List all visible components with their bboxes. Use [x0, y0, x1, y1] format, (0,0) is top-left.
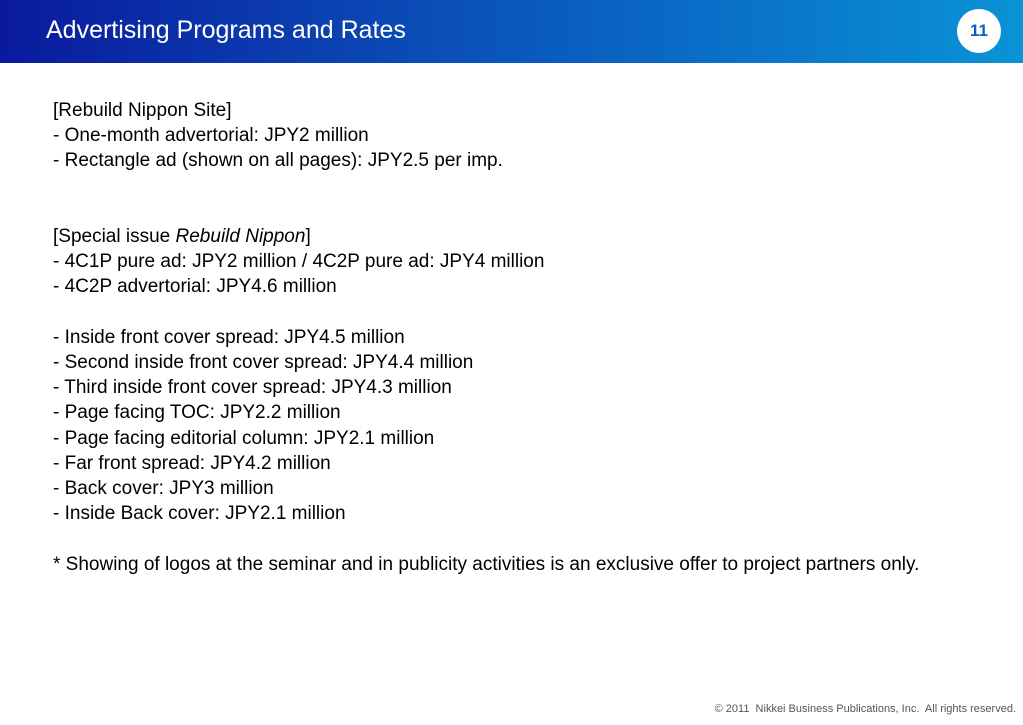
placement-item: - Page facing TOC: JPY2.2 million	[53, 402, 341, 424]
slide-body	[53, 98, 983, 577]
placement-item: - Third inside front cover spread: JPY4.3 million	[53, 377, 452, 399]
site-section-heading: [Rebuild Nippon Site]	[53, 100, 232, 121]
placement-item: - Second inside front cover spread: JPY4.4 million	[53, 352, 474, 373]
special-heading-suffix: ]	[305, 226, 311, 247]
special-section-item: - 4C1P pure ad: JPY2 million / 4C2P pure ad: JPY4 million	[53, 251, 545, 273]
special-heading-title: Rebuild Nippon	[175, 226, 306, 247]
placement-item: - Far front spread: JPY4.2 million	[53, 452, 331, 474]
copyright-footer: © 2011 Nikkei Business Publications, Inc. All rights reserved.	[714, 703, 1016, 715]
site-section-item: - One-month advertorial: JPY2 million	[53, 125, 369, 147]
placement-item: - Back cover: JPY3 million	[53, 478, 274, 500]
spacer	[53, 174, 983, 224]
special-section-item: - 4C2P advertorial: JPY4.6 million	[53, 276, 337, 298]
spacer	[53, 300, 983, 325]
special-section-heading	[53, 224, 983, 249]
placement-item: - Page facing editorial column: JPY2.1 million	[53, 427, 435, 449]
site-section-item: - Rectangle ad (shown on all pages): JPY2.5 per imp.	[53, 150, 503, 172]
title-bar	[0, 0, 1023, 63]
page-number: 11	[970, 21, 988, 40]
footnote: * Showing of logos at the seminar and in publicity activities is an exclusive offer to project partners only.	[53, 553, 920, 575]
spacer	[53, 526, 983, 551]
placement-item: - Inside front cover spread: JPY4.5 million	[53, 326, 405, 348]
slide-title: Advertising Programs and Rates	[46, 16, 406, 44]
placement-item: - Inside Back cover: JPY2.1 million	[53, 503, 346, 525]
page-number-badge	[957, 9, 1001, 53]
special-heading-prefix: [Special issue	[53, 226, 176, 247]
